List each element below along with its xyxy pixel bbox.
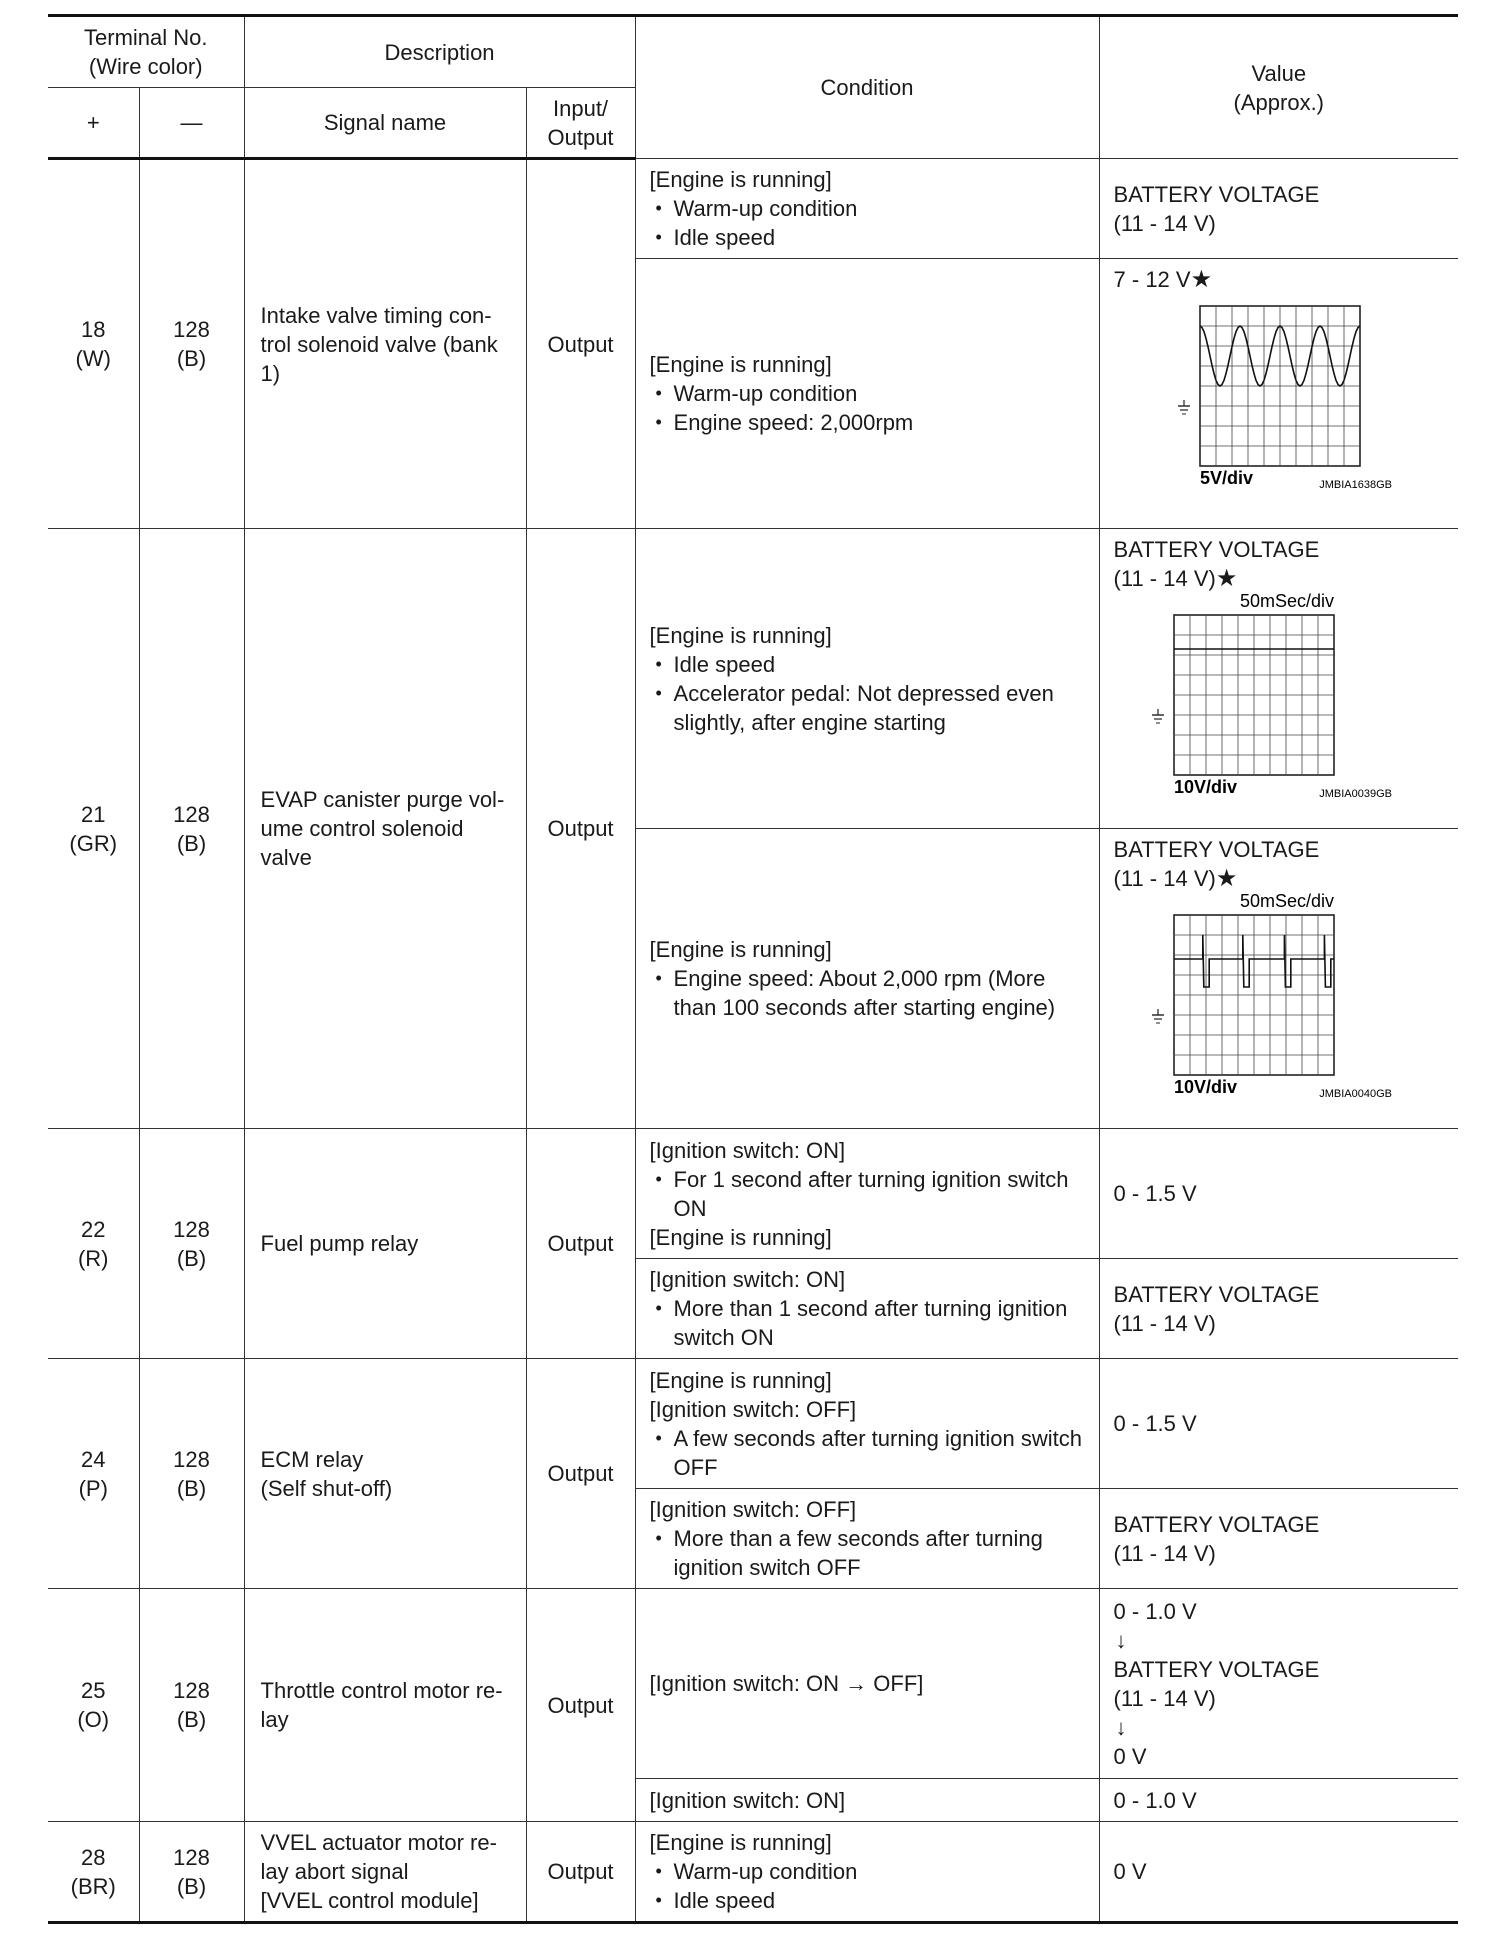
value-cell [1099,259,1458,529]
scope-scale-label: 10V/div [1173,777,1237,797]
table-row [48,1129,1458,1259]
header-plus: + [48,88,139,159]
condition-bullet: • Warm-up condition [650,1857,1087,1886]
terminal-plus-number: 21 [81,801,106,827]
value-line: 0 - 1.0 V [1113,1787,1197,1813]
signal-name-line: valve [260,845,312,870]
value-line: 0 V [1113,1859,1147,1884]
condition-bullet-list [650,1165,1087,1223]
scope-timebase-label: 50mSec/div [1239,891,1334,911]
terminal-plus-cell [48,1129,139,1359]
value-cell [1099,1129,1458,1259]
terminal-plus-wire-color: (O) [77,1707,110,1732]
terminal-minus-number: 128 [173,1678,210,1703]
terminal-minus-cell [139,1822,244,1923]
input-output-cell: Output [526,1359,635,1589]
condition-bullet-list [650,1857,1087,1915]
value-line: 0 - 1.5 V [1113,1181,1197,1206]
terminal-plus-wire-color: (W) [75,346,111,371]
condition-bullet-list [650,1424,1087,1482]
scope-timebase-label: 50mSec/div [1239,591,1334,611]
scope-scale-label: 5V/div [1199,468,1253,488]
condition-bullet: • Engine speed: 2,000rpm [650,408,1087,437]
condition-line: [Ignition switch: ON] [649,1267,846,1292]
terminal-minus-number: 128 [173,317,210,342]
oscilloscope-waveform [1114,591,1394,800]
header-terminal-no [48,16,244,88]
signal-name-line: Intake valve timing con- [260,302,492,328]
figure-code-label: JMBIA0039GB [1318,788,1392,800]
value-line: BATTERY VOLTAGE [1113,1281,1320,1307]
terminal-plus-wire-color: (BR) [70,1873,116,1899]
condition-cell [635,1359,1099,1489]
signal-name-line: trol solenoid valve (bank [260,331,498,357]
condition-cell [635,1129,1099,1259]
header-value-label: Value [1251,60,1307,86]
header-input-label: Input/ [553,95,609,121]
table-row [48,159,1458,259]
terminal-plus-cell [48,1359,139,1589]
value-cell [1099,1779,1458,1822]
header-signal-name: Signal name [244,88,526,159]
condition-line: [Ignition switch: OFF] [649,1396,857,1422]
value-line: (11 - 14 V) [1113,866,1216,891]
terminal-plus-wire-color: (GR) [69,830,118,856]
signal-name-cell [244,1589,526,1822]
value-line-with-star [1114,265,1447,294]
table-row [48,1589,1458,1779]
header-value [1099,16,1458,159]
condition-line: [Engine is running] [649,1224,832,1250]
header-output-label: Output [547,124,614,150]
signal-name-cell [244,159,526,529]
value-line: (11 - 14 V) [1113,566,1216,591]
condition-bullet: • Accelerator pedal: Not depressed even slightly, after engine starting [650,679,1087,737]
value-line: (11 - 14 V) [1113,210,1216,236]
terminal-plus-cell [48,529,139,1129]
terminal-plus-number: 22 [81,1216,106,1242]
terminal-plus-number: 28 [81,1844,106,1870]
condition-bullet-list [650,379,1087,437]
star-icon: ★ [1190,266,1213,293]
condition-cell [635,829,1099,1129]
terminal-minus-cell [139,529,244,1129]
value-line: 0 V [1113,1743,1147,1769]
signal-name-cell [244,529,526,1129]
value-line: (11 - 14 V) [1113,1310,1216,1336]
terminal-minus-wire-color: (B) [176,830,207,856]
condition-bullet: • Warm-up condition [650,194,1087,223]
oscilloscope-waveform [1114,294,1394,491]
figure-code-label: JMBIA1638GB [1318,479,1392,491]
condition-bullet: • For 1 second after turning ignition switch ON [650,1165,1087,1223]
condition-bullet-list [650,964,1087,1022]
input-output-cell: Output [526,1822,635,1923]
terminal-plus-cell [48,1822,139,1923]
condition-bullet: • More than 1 second after turning ignition switch ON [650,1294,1087,1352]
star-icon: ★ [1215,565,1238,592]
condition-line: [Ignition switch: OFF] [649,1497,857,1522]
value-line: BATTERY VOLTAGE [1113,181,1320,207]
down-arrow-icon: ↓ [1115,1627,1127,1653]
value-line: 7 - 12 V [1113,267,1191,292]
signal-name-line: VVEL actuator motor re- [260,1830,497,1855]
input-output-cell: Output [526,159,635,529]
terminal-minus-wire-color: (B) [176,1245,207,1271]
terminal-minus-cell [139,1129,244,1359]
table-row [48,1359,1458,1489]
signal-name-line: lay abort signal [260,1859,409,1884]
terminal-plus-cell [48,1589,139,1822]
signal-name-line: (Self shut-off) [260,1475,393,1501]
header-approx-label: (Approx.) [1233,89,1325,115]
terminal-minus-number: 128 [173,1216,210,1242]
terminal-minus-number: 128 [173,1844,210,1870]
value-line-with-star [1114,864,1447,893]
terminal-plus-number: 25 [81,1678,106,1703]
condition-line: [Engine is running] [649,622,832,648]
condition-cell [635,1259,1099,1359]
signal-name-line: ECM relay [260,1446,364,1472]
value-line: (11 - 14 V) [1113,1540,1216,1566]
condition-bullet: • Idle speed [650,223,1087,252]
value-cell [1099,159,1458,259]
table-body [48,159,1458,1923]
header-description: Description [244,16,635,88]
value-line-with-star [1114,564,1447,593]
condition-line: [Ignition switch: ON] [649,1787,846,1813]
terminal-plus-wire-color: (P) [78,1475,108,1501]
terminal-minus-cell [139,159,244,529]
condition-cell [635,1589,1099,1779]
value-cell [1099,1589,1458,1779]
condition-line: [Engine is running] [649,937,832,962]
header-wire-color-label: (Wire color) [88,54,203,79]
oscilloscope-waveform [1114,891,1394,1100]
condition-bullet: • A few seconds after turning ignition switch OFF [650,1424,1087,1482]
header-input-output [526,88,635,159]
signal-name-cell [244,1359,526,1589]
figure-code-label: JMBIA0040GB [1318,1088,1392,1100]
condition-cell [635,1822,1099,1923]
condition-line: [Engine is running] [649,1830,832,1855]
value-line: BATTERY VOLTAGE [1113,837,1320,862]
terminal-minus-wire-color: (B) [176,346,207,371]
value-cell [1099,1359,1458,1489]
header-condition: Condition [635,16,1099,159]
value-line: 0 - 1.5 V [1113,1411,1197,1436]
oscilloscope-figure [1114,591,1447,800]
input-output-cell: Output [526,529,635,1129]
table-row [48,529,1458,829]
condition-bullet-list [650,1524,1087,1582]
condition-bullet: • Idle speed [650,1886,1087,1915]
condition-bullet: • Warm-up condition [650,379,1087,408]
table-row [48,1822,1458,1923]
oscilloscope-figure [1114,294,1447,491]
value-line: BATTERY VOLTAGE [1113,1656,1320,1682]
terminal-plus-cell [48,159,139,529]
terminal-minus-wire-color: (B) [176,1873,207,1899]
value-cell [1099,529,1458,829]
input-output-cell: Output [526,1589,635,1822]
value-line: (11 - 14 V) [1113,1685,1216,1711]
signal-name-line: ume control solenoid [260,816,464,841]
signal-name-line: lay [260,1707,289,1732]
ecm-terminal-table [48,14,1458,1924]
terminal-minus-number: 128 [173,1446,210,1472]
down-arrow-icon: ↓ [1115,1714,1127,1740]
value-cell [1099,1822,1458,1923]
terminal-minus-cell [139,1589,244,1822]
terminal-plus-number: 18 [81,317,106,342]
condition-cell [635,259,1099,529]
value-line: 0 - 1.0 V [1113,1598,1197,1624]
header-minus: — [139,88,244,159]
signal-name-cell [244,1822,526,1923]
signal-name-line: 1) [260,360,281,386]
condition-line: [Engine is running] [649,167,832,192]
condition-bullet: • Engine speed: About 2,000 rpm (More than 100 seconds after starting engine) [650,964,1087,1022]
input-output-cell: Output [526,1129,635,1359]
signal-name-line: EVAP canister purge vol- [260,787,505,812]
value-cell [1099,1259,1458,1359]
condition-line: [Engine is running] [649,352,832,377]
condition-line: [Ignition switch: ON → OFF] [649,1671,924,1696]
condition-cell [635,529,1099,829]
terminal-minus-wire-color: (B) [176,1475,207,1501]
condition-line: [Engine is running] [649,1367,832,1393]
value-line: BATTERY VOLTAGE [1113,537,1320,562]
terminal-plus-wire-color: (R) [77,1245,109,1271]
condition-cell [635,1489,1099,1589]
ecm-terminal-table-page [48,14,1458,1924]
condition-bullet-list [650,650,1087,737]
value-cell [1099,1489,1458,1589]
signal-name-cell [244,1129,526,1359]
condition-line: [Ignition switch: ON] [649,1137,846,1163]
terminal-minus-number: 128 [173,801,210,827]
terminal-minus-cell [139,1359,244,1589]
terminal-plus-number: 24 [81,1446,106,1472]
scope-scale-label: 10V/div [1173,1077,1237,1097]
condition-cell [635,159,1099,259]
signal-name-line: Throttle control motor re- [260,1678,503,1703]
terminal-minus-wire-color: (B) [176,1707,207,1732]
header-terminal-no-label: Terminal No. [84,25,208,50]
star-icon: ★ [1215,865,1238,892]
signal-name-line: [VVEL control module] [260,1888,479,1913]
condition-bullet: • Idle speed [650,650,1087,679]
value-cell [1099,829,1458,1129]
condition-cell [635,1779,1099,1822]
oscilloscope-figure [1114,891,1447,1100]
signal-name-line: Fuel pump relay [260,1231,419,1256]
condition-bullet: • More than a few seconds after turning ignition switch OFF [650,1524,1087,1582]
condition-bullet-list [650,1294,1087,1352]
value-line: BATTERY VOLTAGE [1113,1511,1320,1537]
condition-bullet-list [650,194,1087,252]
